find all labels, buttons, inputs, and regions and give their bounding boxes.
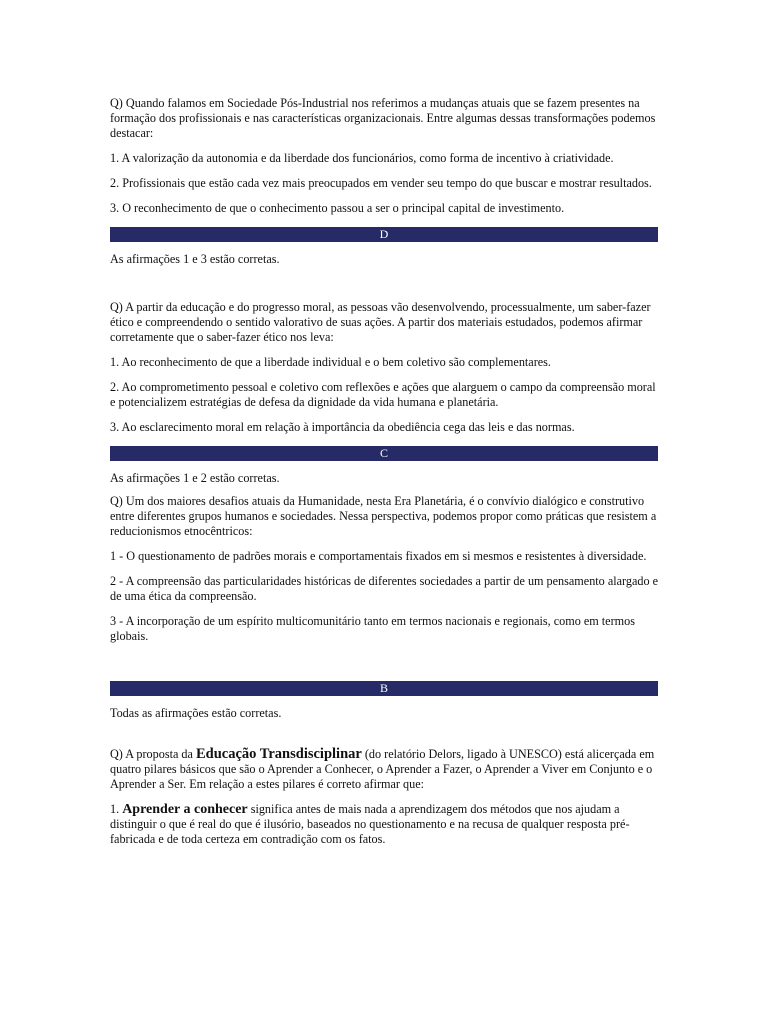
question-3-answer-text: Todas as afirmações estão corretas. <box>110 706 282 720</box>
question-2-answer-bar: C <box>110 446 658 461</box>
question-3-answer-bar: B <box>110 681 658 696</box>
question-2-item-3: 3. Ao esclarecimento moral em relação à importância da obediência cega das leis e das normas. <box>110 420 575 434</box>
question-4-item-1-bold-term: Aprender a conhecer <box>122 802 248 817</box>
question-1-item-1: 1. A valorização da autonomia e da liberdade dos funcionários, como forma de incentivo à criatividade. <box>110 151 614 165</box>
question-4-item-1 <box>110 802 658 847</box>
question-2-text: Q) A partir da educação e do progresso moral, as pessoas vão desenvolvendo, processualmente, um saber-fazer ético e compreendendo o sentido valorativo de suas ações. A partir dos materiais estudados, podemos afirmar corretamente que o saber-fazer ético nos leva: <box>110 300 651 344</box>
question-1-text: Q) Quando falamos em Sociedade Pós-Industrial nos referimos a mudanças atuais que se fazem presentes na formação dos profissionais e nas características organizacionais. Entre algumas dessas transformações podemos destacar: <box>110 96 656 140</box>
question-3-item-1: 1 - O questionamento de padrões morais e comportamentais fixados em si mesmos e resistentes à diversidade. <box>110 549 647 563</box>
question-4-prefix: Q) A proposta da <box>110 747 196 761</box>
question-3-item-3: 3 - A incorporação de um espírito multicomunitário tanto em termos nacionais e regionais, como em termos globais. <box>110 614 635 643</box>
question-1-item-2: 2. Profissionais que estão cada vez mais preocupados em vender seu tempo do que buscar e mostrar resultados. <box>110 176 652 190</box>
document-content <box>110 96 658 847</box>
question-4-bold-term: Educação Transdisciplinar <box>195 746 362 762</box>
question-2-item-1: 1. Ao reconhecimento de que a liberdade individual e o bem coletivo são complementares. <box>110 355 551 369</box>
question-4-item-1-text: significa antes de mais nada a aprendizagem dos métodos que nos ajudam a distinguir o que é real do que é ilusório, baseados no questionamento e na recusa de qualquer resposta pré-fabricada e de toda certeza em contradição com os fatos. <box>110 802 630 846</box>
question-2-item-2: 2. Ao comprometimento pessoal e coletivo com reflexões e ações que alarguem o campo da compreensão moral e potencializem estratégias de defesa da dignidade da vida humana e planetária. <box>110 380 656 409</box>
question-3-item-2: 2 - A compreensão das particularidades históricas de diferentes sociedades a partir de um pensamento alargado e de uma ética da compreensão. <box>110 574 659 603</box>
question-3-text: Q) Um dos maiores desafios atuais da Humanidade, nesta Era Planetária, é o convívio dialógico e construtivo entre diferentes grupos humanos e sociedades. Nessa perspectiva, podemos propor como práticas que resistem a reducionismos etnocêntricos: <box>110 494 657 538</box>
question-1-answer-text: As afirmações 1 e 3 estão corretas. <box>110 252 280 266</box>
question-2-answer-text: As afirmações 1 e 2 estão corretas. <box>110 471 280 485</box>
question-4-item-1-number: 1. <box>110 802 123 816</box>
question-1-item-3: 3. O reconhecimento de que o conhecimento passou a ser o principal capital de investimento. <box>110 201 565 215</box>
question-4-text <box>110 747 658 792</box>
question-1-answer-bar: D <box>110 227 658 242</box>
question-4-suffix: (do relatório Delors, ligado à UNESCO) está alicerçada em quatro pilares básicos que são o Aprender a Conhecer, o Aprender a Fazer, o Aprender a Viver em Conjunto e o Aprender a Ser. Em relação a estes pilares é correto afirmar que: <box>110 747 655 791</box>
